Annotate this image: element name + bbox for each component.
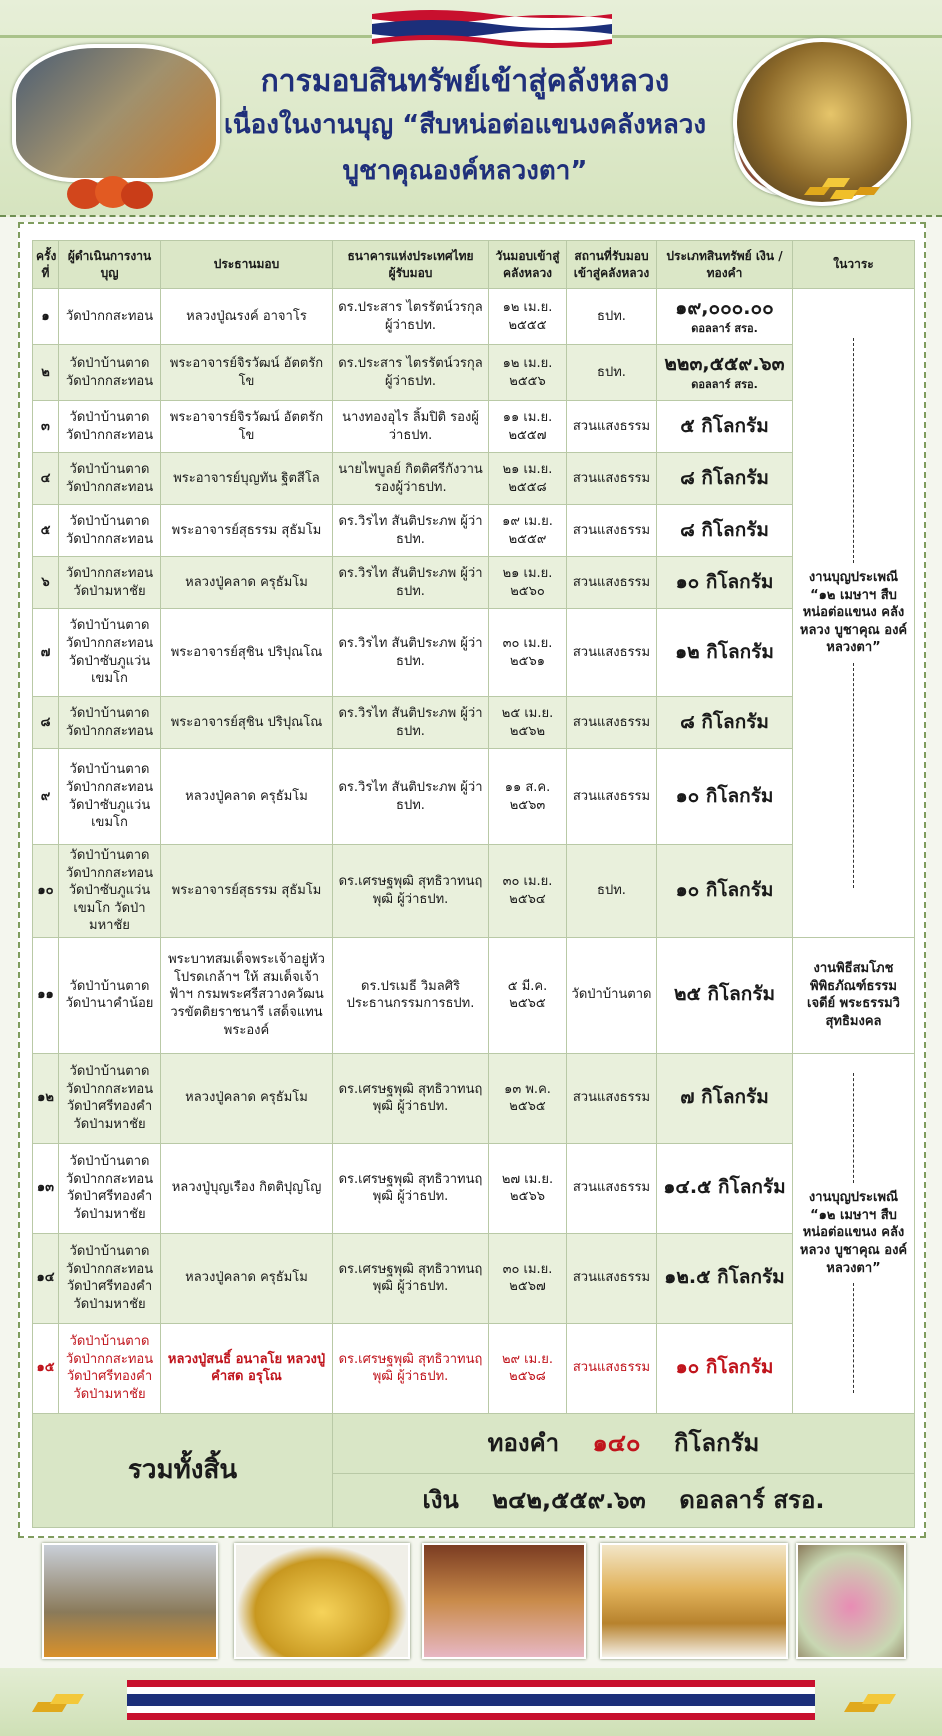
gold-bar-icon — [840, 1688, 900, 1716]
asset-unit: ดอลลาร์ สรอ. — [691, 377, 758, 391]
row-organizer: วัดป่าบ้านตาด วัดป่ากกสะทอน — [59, 345, 161, 401]
row-place: สวนแสงธรรม — [567, 609, 657, 697]
row-place: ธปท. — [567, 345, 657, 401]
table-row — [33, 453, 915, 505]
row-organizer: วัดป่าบ้านตาด วัดป่ากกสะทอน วัดป่าศรีทองคำ วัดป่ามหาชัย — [59, 1323, 161, 1413]
row-chairman: พระอาจารย์สุชิน ปริปุณโณ — [161, 609, 333, 697]
summary-gold-unit: กิโลกรัม — [674, 1429, 760, 1458]
row-no: ๓ — [33, 401, 59, 453]
table-row — [33, 345, 915, 401]
row-place: สวนแสงธรรม — [567, 749, 657, 845]
asset-value: ๒๒๓,๕๕๙.๖๓ — [664, 353, 785, 376]
ceremony-photo — [12, 44, 220, 182]
row-place: สวนแสงธรรม — [567, 1233, 657, 1323]
table-row — [33, 401, 915, 453]
table-row — [33, 749, 915, 845]
row-chairman: พระบาทสมเด็จพระเจ้าอยู่หัว โปรดเกล้าฯ ให้ สมเด็จเจ้าฟ้าฯ กรมพระศรีสวางควัฒนวรขัตติยราชนารี เสด็จแทนพระองค์ — [161, 937, 333, 1053]
row-asset: ๑๒ กิโลกรัม — [657, 609, 793, 697]
row-date: ๑๑ เม.ย. ๒๕๕๗ — [489, 401, 567, 453]
asset-table — [32, 240, 915, 1528]
row-asset: ๑๔.๕ กิโลกรัม — [657, 1143, 793, 1233]
table-row — [33, 697, 915, 749]
gold-bars-photo — [234, 1543, 410, 1659]
row-asset: ๗ กิโลกรัม — [657, 1053, 793, 1143]
row-bank: นางทองอุไร ลิ้มปิติ รองผู้ว่าธปท. — [333, 401, 489, 453]
flag-red-top — [127, 1680, 815, 1687]
row-bank: ดร.ประสาร ไตรรัตน์วรกุล ผู้ว่าธปท. — [333, 289, 489, 345]
table-row — [33, 289, 915, 345]
row-place: สวนแสงธรรม — [567, 1323, 657, 1413]
table-row — [33, 505, 915, 557]
row-chairman: หลวงปู่คลาด ครุธัมโม — [161, 749, 333, 845]
row-no: ๑๔ — [33, 1233, 59, 1323]
header-banner — [0, 0, 942, 217]
row-no: ๘ — [33, 697, 59, 749]
row-date: ๓๐ เม.ย. ๒๕๖๑ — [489, 609, 567, 697]
row-date: ๓๐ เม.ย. ๒๕๖๗ — [489, 1233, 567, 1323]
row-place: ธปท. — [567, 289, 657, 345]
row-no: ๖ — [33, 557, 59, 609]
flag-red-bottom — [127, 1713, 815, 1720]
dashed-arrow-down — [853, 1283, 854, 1393]
row-no: ๔ — [33, 453, 59, 505]
row-chairman: พระอาจารย์สุชิน ปริปุณโณ — [161, 697, 333, 749]
row-organizer: วัดป่าบ้านตาด วัดป่ากกสะทอน วัดป่าซับภูแว่นเขมโก — [59, 609, 161, 697]
table-row — [33, 1053, 915, 1143]
col-header-asset: ประเภทสินทรัพย์ เงิน / ทองคำ — [657, 241, 793, 289]
summary-gold-label: ทองคำ — [487, 1429, 560, 1458]
row-bank: ดร.วิรไท สันติประภพ ผู้ว่าธปท. — [333, 557, 489, 609]
row-no: ๑๑ — [33, 937, 59, 1053]
summary-cash-label: เงิน — [422, 1486, 459, 1515]
row-no: ๙ — [33, 749, 59, 845]
row-chairman: หลวงปู่สนธิ์ อนาลโย หลวงปู่คำสด อรุโณ — [161, 1323, 333, 1413]
row-asset: ๘ กิโลกรัม — [657, 453, 793, 505]
row-asset: ๑๐ กิโลกรัม — [657, 845, 793, 938]
row-organizer: วัดป่าบ้านตาด วัดป่ากกสะทอน วัดป่าศรีทองคำ วัดป่ามหาชัย — [59, 1053, 161, 1143]
row-asset: ๑๐ กิโลกรัม — [657, 749, 793, 845]
col-header-date: วันมอบเข้าสู่คลังหลวง — [489, 241, 567, 289]
page-title: การมอบสินทรัพย์เข้าสู่คลังหลวง — [260, 64, 670, 99]
row-asset: ๑๐ กิโลกรัม — [657, 557, 793, 609]
row-chairman: พระอาจารย์สุธรรม สุธัมโม — [161, 505, 333, 557]
flag-white-top — [127, 1687, 815, 1694]
row-date: ๒๑ เม.ย. ๒๕๕๘ — [489, 453, 567, 505]
col-header-chairman: ประธานมอบ — [161, 241, 333, 289]
row-bank: ดร.วิรไท สันติประภพ ผู้ว่าธปท. — [333, 505, 489, 557]
dashed-arrow-up — [853, 1073, 854, 1183]
col-header-occasion: ในวาระ — [793, 241, 915, 289]
gold-bar-icon — [28, 1688, 88, 1716]
col-header-place: สถานที่รับมอบเข้าสู่คลังหลวง — [567, 241, 657, 289]
row-chairman: หลวงปู่คลาด ครุธัมโม — [161, 557, 333, 609]
row-bank: ดร.เศรษฐพุฒิ สุทธิวาทนฤพุฒิ ผู้ว่าธปท. — [333, 1143, 489, 1233]
row-bank: ดร.เศรษฐพุฒิ สุทธิวาทนฤพุฒิ ผู้ว่าธปท. — [333, 1323, 489, 1413]
row-bank: ดร.ประสาร ไตรรัตน์วรกุล ผู้ว่าธปท. — [333, 345, 489, 401]
row-chairman: หลวงปู่คลาด ครุธัมโม — [161, 1233, 333, 1323]
row-no: ๒ — [33, 345, 59, 401]
row-chairman: พระอาจารย์จิรวัฒน์ อัตตรักโข — [161, 401, 333, 453]
occasion-text-a: งานบุญประเพณี “๑๒ เมษาฯ สืบหน่อต่อแขนง คลังหลวง บูชาคุณ องค์หลวงตา” — [799, 570, 908, 656]
row-bank: ดร.วิรไท สันติประภพ ผู้ว่าธปท. — [333, 609, 489, 697]
row-organizer: วัดป่าบ้านตาด วัดป่ากกสะทอน — [59, 697, 161, 749]
row-organizer: วัดป่าบ้านตาด วัดป่ากกสะทอน — [59, 505, 161, 557]
row-place: สวนแสงธรรม — [567, 505, 657, 557]
row-asset: ๒๕ กิโลกรัม — [657, 937, 793, 1053]
summary-row-gold — [33, 1413, 915, 1473]
row-bank: ดร.วิรไท สันติประภพ ผู้ว่าธปท. — [333, 749, 489, 845]
occasion-cell-a — [793, 289, 915, 938]
row-bank: ดร.เศรษฐพุฒิ สุทธิวาทนฤพุฒิ ผู้ว่าธปท. — [333, 1053, 489, 1143]
page-subtitle-line1: เนื่องในงานบุญ “สืบหน่อต่อแขนงคลังหลวง — [223, 110, 707, 140]
row-organizer: วัดป่าบ้านตาด วัดป่ากกสะทอน วัดป่าศรีทองคำ วัดป่ามหาชัย — [59, 1143, 161, 1233]
row-asset: ๑๐ กิโลกรัม — [657, 1323, 793, 1413]
row-date: ๑๓ พ.ค. ๒๕๖๕ — [489, 1053, 567, 1143]
row-date: ๑๒ เม.ย. ๒๕๕๕ — [489, 289, 567, 345]
asset-table-panel — [18, 222, 926, 1538]
col-header-organizer: ผู้ดำเนินการงานบุญ — [59, 241, 161, 289]
row-organizer: วัดป่ากกสะทอน — [59, 289, 161, 345]
page-subtitle-line2: บูชาคุณองค์หลวงตา” — [342, 156, 588, 186]
row-place: สวนแสงธรรม — [567, 1053, 657, 1143]
row-chairman: หลวงปู่คลาด ครุธัมโม — [161, 1053, 333, 1143]
summary-gold-value: ๑๔๐ — [592, 1429, 641, 1458]
row-bank: ดร.ปรเมธี วิมลศิริ ประธานกรรมการธปท. — [333, 937, 489, 1053]
row-bank: ดร.เศรษฐพุฒิ สุทธิวาทนฤพุฒิ ผู้ว่าธปท. — [333, 1233, 489, 1323]
summary-cash-unit: ดอลลาร์ สรอ. — [679, 1486, 825, 1515]
row-place: สวนแสงธรรม — [567, 401, 657, 453]
table-header-row — [33, 241, 915, 289]
col-header-no: ครั้งที่ — [33, 241, 59, 289]
gold-bars-icon — [800, 165, 884, 205]
offering-photo — [796, 1543, 906, 1659]
occasion-text-c: งานบุญประเพณี “๑๒ เมษาฯ สืบหน่อต่อแขนง คลังหลวง บูชาคุณ องค์หลวงตา” — [799, 1190, 908, 1276]
dashed-arrow-up — [853, 338, 854, 563]
row-no: ๑๐ — [33, 845, 59, 938]
row-chairman: หลวงปู่บุญเรือง กิตติปุญโญ — [161, 1143, 333, 1233]
row-no: ๗ — [33, 609, 59, 697]
row-asset — [657, 289, 793, 345]
row-no: ๑๒ — [33, 1053, 59, 1143]
summary-label: รวมทั้งสิ้น — [33, 1413, 333, 1527]
row-organizer: วัดป่าบ้านตาด วัดป่ากกสะทอน — [59, 401, 161, 453]
row-date: ๑๒ เม.ย. ๒๕๕๖ — [489, 345, 567, 401]
row-no: ๑ — [33, 289, 59, 345]
altar-photo — [422, 1543, 586, 1659]
row-organizer: วัดป่าบ้านตาด วัดป่ากกสะทอน วัดป่าศรีทองคำ วัดป่ามหาชัย — [59, 1233, 161, 1323]
row-no: ๑๓ — [33, 1143, 59, 1233]
row-bank: นายไพบูลย์ กิตติศรีกังวาน รองผู้ว่าธปท. — [333, 453, 489, 505]
table-row — [33, 845, 915, 938]
row-place: สวนแสงธรรม — [567, 557, 657, 609]
row-date: ๓๐ เม.ย. ๒๕๖๔ — [489, 845, 567, 938]
row-date: ๒๙ เม.ย. ๒๕๖๘ — [489, 1323, 567, 1413]
row-date: ๒๕ เม.ย. ๒๕๖๒ — [489, 697, 567, 749]
thai-flag-icon — [372, 6, 612, 52]
row-organizer: วัดป่าบ้านตาด วัดป่ากกสะทอน — [59, 453, 161, 505]
flag-blue — [127, 1694, 815, 1706]
row-organizer: วัดป่าบ้านตาด วัดป่ากกสะทอน วัดป่าซับภูแว่นเขมโก วัดป่ามหาชัย — [59, 845, 161, 938]
ceremony-hall-photo — [600, 1543, 788, 1659]
asset-unit: ดอลลาร์ สรอ. — [691, 321, 758, 335]
gold-bag-icon — [65, 168, 155, 210]
dashed-arrow-down — [853, 663, 854, 888]
row-asset: ๘ กิโลกรัม — [657, 697, 793, 749]
table-row — [33, 1233, 915, 1323]
row-date: ๒๑ เม.ย. ๒๕๖๐ — [489, 557, 567, 609]
table-row — [33, 609, 915, 697]
row-asset: ๘ กิโลกรัม — [657, 505, 793, 557]
table-row — [33, 937, 915, 1053]
row-chairman: พระอาจารย์บุญทัน ฐิตสีโล — [161, 453, 333, 505]
occasion-cell-c — [793, 1053, 915, 1413]
row-asset: ๑๒.๕ กิโลกรัม — [657, 1233, 793, 1323]
row-date: ๕ มี.ค. ๒๕๖๕ — [489, 937, 567, 1053]
row-place: สวนแสงธรรม — [567, 453, 657, 505]
row-date: ๑๙ เม.ย. ๒๕๕๙ — [489, 505, 567, 557]
row-date: ๒๗ เม.ย. ๒๕๖๖ — [489, 1143, 567, 1233]
occasion-cell-b: งานพิธีสมโภช พิพิธภัณฑ์ธรรมเจดีย์ พระธรรมวิสุทธิมงคล — [793, 937, 915, 1053]
thai-flag-stripe — [127, 1680, 815, 1720]
table-row-highlight — [33, 1323, 915, 1413]
summary-cash — [333, 1473, 915, 1527]
asset-value: ๑๙,๐๐๐.๐๐ — [675, 297, 774, 320]
row-bank: ดร.เศรษฐพุฒิ สุทธิวาทนฤพุฒิ ผู้ว่าธปท. — [333, 845, 489, 938]
table-row — [33, 557, 915, 609]
row-date: ๑๑ ส.ค. ๒๕๖๓ — [489, 749, 567, 845]
row-chairman: พระอาจารย์จิรวัฒน์ อัตตรักโข — [161, 345, 333, 401]
summary-cash-value: ๒๔๒,๕๕๙.๖๓ — [492, 1486, 646, 1515]
row-place: วัดป่าบ้านตาด — [567, 937, 657, 1053]
summary-gold — [333, 1413, 915, 1473]
row-no: ๕ — [33, 505, 59, 557]
row-place: สวนแสงธรรม — [567, 697, 657, 749]
row-bank: ดร.วิรไท สันติประภพ ผู้ว่าธปท. — [333, 697, 489, 749]
row-no: ๑๕ — [33, 1323, 59, 1413]
table-row — [33, 1143, 915, 1233]
row-organizer: วัดป่าบ้านตาด วัดป่านาคำน้อย — [59, 937, 161, 1053]
col-header-bank: ธนาคารแห่งประเทศไทย ผู้รับมอบ — [333, 241, 489, 289]
row-place: สวนแสงธรรม — [567, 1143, 657, 1233]
row-chairman: พระอาจารย์สุธรรม สุธัมโม — [161, 845, 333, 938]
flag-white-bottom — [127, 1706, 815, 1713]
event-photo-monks — [42, 1543, 218, 1659]
row-place: ธปท. — [567, 845, 657, 938]
row-organizer: วัดป่ากกสะทอน วัดป่ามหาชัย — [59, 557, 161, 609]
row-chairman: หลวงปู่ณรงค์ อาจาโร — [161, 289, 333, 345]
row-asset — [657, 345, 793, 401]
row-asset: ๕ กิโลกรัม — [657, 401, 793, 453]
row-organizer: วัดป่าบ้านตาด วัดป่ากกสะทอน วัดป่าซับภูแว่นเขมโก — [59, 749, 161, 845]
